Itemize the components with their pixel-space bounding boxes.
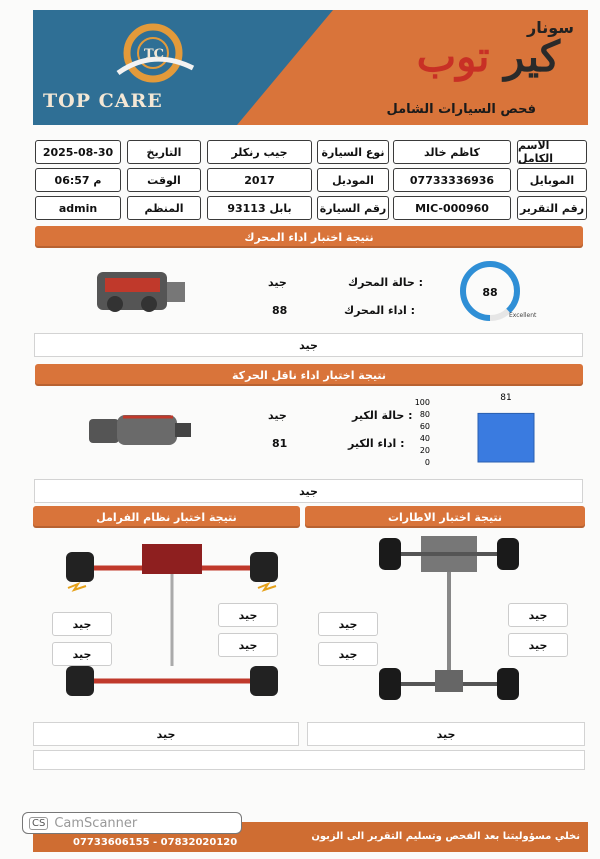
engine-performance-label: اداء المحرك : (344, 304, 416, 317)
bar-data-label: 81 (500, 393, 512, 403)
footer-phones: 07733606155 - 07832020120 (73, 837, 238, 848)
brake-status-box: جيد (52, 612, 112, 636)
brand-suffix: كير (504, 32, 560, 81)
logo-initials: TC (144, 47, 165, 62)
y-tick-label: 100 (414, 398, 430, 407)
info-value: 2017 (207, 168, 312, 192)
info-label: نوع السيارة (317, 140, 389, 164)
footer-disclaimer: نخلي مسؤوليتنا بعد الفحص وتسليم التقرير الى الزبون (311, 831, 580, 842)
transmission-image (83, 405, 195, 455)
info-label: المنظم (127, 196, 201, 220)
tire-status-box: جيد (508, 633, 568, 657)
notes-box (33, 750, 585, 770)
transmission-section-title: نتيجة اختبار اداء ناقل الحركة (35, 364, 583, 386)
gear-logo-icon (108, 18, 198, 88)
transmission-result: جيد (34, 479, 583, 503)
info-value: جيب رنكلر (207, 140, 312, 164)
gauge-caption: Excellent (509, 312, 537, 319)
brand-prefix: توب (416, 32, 490, 81)
gauge-value: 88 (482, 286, 498, 299)
camscanner-label: CamScanner (54, 815, 138, 831)
engine-status-value: جيد (268, 276, 287, 289)
gear-status-label: حالة الكير : (352, 409, 413, 422)
gear-status-value: جيد (268, 409, 287, 422)
y-tick-label: 40 (419, 434, 430, 443)
tire-status-box: جيد (318, 612, 378, 636)
bar (478, 413, 534, 462)
brand-name (417, 32, 560, 81)
y-tick-label: 60 (419, 422, 430, 431)
info-value: 06:57 م (35, 168, 121, 192)
logo-text: TOP CARE (43, 90, 163, 112)
engine-image (85, 262, 195, 322)
brake-status-box: جيد (218, 603, 278, 627)
info-value: بابل 93113 (207, 196, 312, 220)
tire-status-box: جيد (508, 603, 568, 627)
engine-status-label: حالة المحرك : (348, 276, 424, 289)
y-tick-label: 0 (424, 458, 430, 467)
y-tick-label: 20 (419, 446, 430, 455)
engine-gauge (453, 255, 537, 323)
gear-performance-chart (410, 390, 560, 470)
tires-result: جيد (307, 722, 585, 746)
brand-tag: سونار (527, 18, 574, 37)
brake-status-box: جيد (52, 642, 112, 666)
gear-performance-value: 81 (272, 437, 288, 450)
report-header (33, 10, 588, 125)
brakes-section-title: نتيجة اختبار نظام الفرامل (33, 506, 300, 528)
info-label: رقم السيارة (317, 196, 389, 220)
info-label: الموديل (317, 168, 389, 192)
tires-chassis-diagram (375, 530, 525, 708)
brand-subtitle: فحص السيارات الشامل (386, 102, 536, 117)
info-label: الاسم الكامل (517, 140, 587, 164)
info-value: MIC-000960 (393, 196, 511, 220)
info-value: admin (35, 196, 121, 220)
info-label: التاريخ (127, 140, 201, 164)
engine-performance-value: 88 (272, 304, 288, 317)
info-value: 2025-08-30 (35, 140, 121, 164)
info-label: الوقت (127, 168, 201, 192)
tires-section-title: نتيجة اختبار الاطارات (305, 506, 585, 528)
info-value: كاظم خالد (393, 140, 511, 164)
tire-status-box: جيد (318, 642, 378, 666)
brakes-result: جيد (33, 722, 299, 746)
engine-result: جيد (34, 333, 583, 357)
info-label: الموبايل (517, 168, 587, 192)
brake-status-box: جيد (218, 633, 278, 657)
camscanner-watermark (22, 812, 242, 834)
gear-performance-label: اداء الكير : (348, 437, 405, 450)
engine-section-title: نتيجة اختبار اداء المحرك (35, 226, 583, 248)
y-tick-label: 80 (419, 410, 430, 419)
camscanner-icon: CS (29, 817, 48, 830)
info-label: رقم التقرير (517, 196, 587, 220)
info-value: 07733336936 (393, 168, 511, 192)
